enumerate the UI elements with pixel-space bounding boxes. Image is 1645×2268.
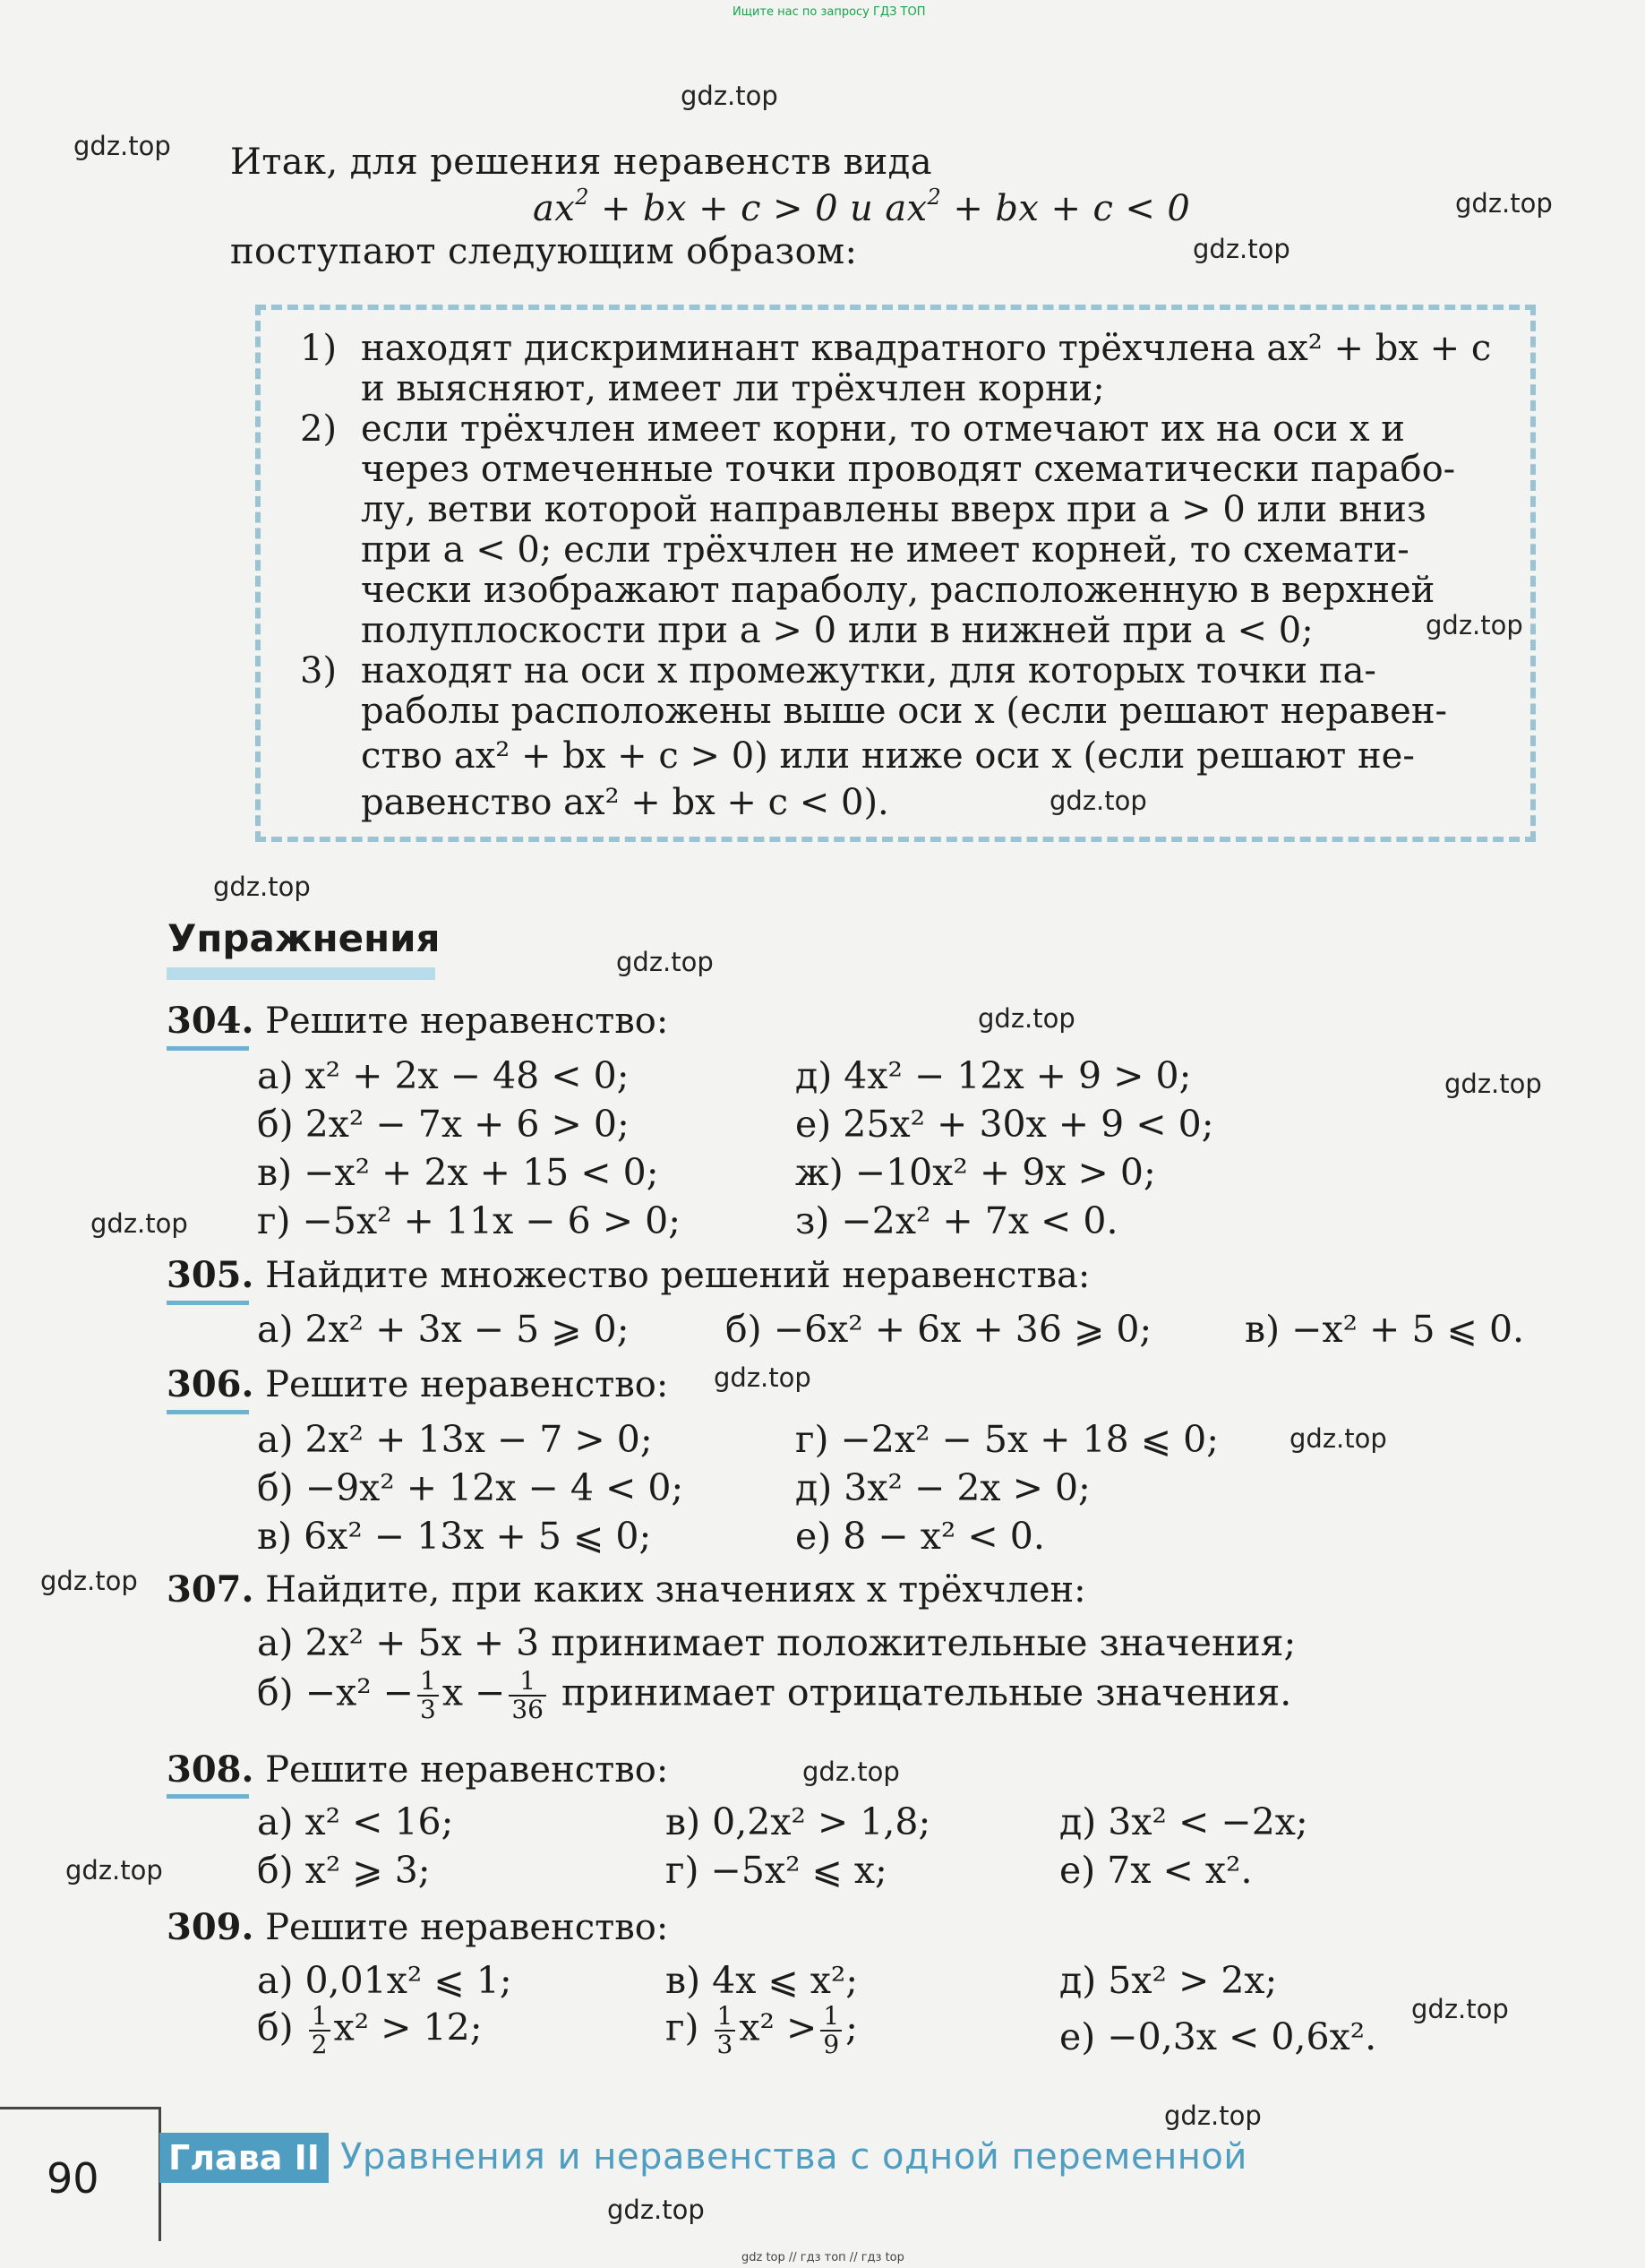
watermark: gdz.top	[213, 872, 311, 902]
exercise-item: в) 6x² − 13x + 5 ⩽ 0;	[257, 1515, 652, 1558]
rule-text: и выясняют, имеет ли трёхчлен корни;	[361, 368, 1105, 409]
rule-number: 3)	[300, 650, 338, 692]
exercise-item: е) 25x² + 30x + 9 < 0;	[795, 1103, 1214, 1146]
exercise-item: е) −0,3x < 0,6x².	[1059, 2015, 1377, 2058]
rule-text: равенство ax² + bx + c < 0).	[361, 782, 889, 823]
exercise-item: е) 7x < x².	[1059, 1849, 1253, 1892]
exercise-item: в) −x² + 2x + 15 < 0;	[257, 1151, 659, 1194]
exercise-item: д) 4x² − 12x + 9 > 0;	[795, 1054, 1192, 1097]
corner-rule	[0, 2107, 161, 2109]
rule-text: лу, ветви которой направлены вверх при a > 0 или вниз	[361, 489, 1427, 530]
watermark: gdz.top	[73, 131, 171, 161]
rule-text: ство ax² + bx + c > 0) или ниже оси x (если решают не-	[361, 735, 1415, 777]
watermark: gdz.top	[802, 1757, 900, 1787]
watermark: gdz.top	[1455, 188, 1553, 219]
exercise-item: а) 0,01x² ⩽ 1;	[257, 1959, 512, 2002]
exercise-307-title: 307. Найдите, при каких значениях x трёхчлен:	[167, 1568, 1086, 1611]
rule-text: при a < 0; если трёхчлен не имеет корней, то схемати-	[361, 529, 1409, 571]
rule-text: через отмеченные точки проводят схематически парабо-	[361, 449, 1456, 490]
rule-text: чески изображают параболу, расположенную в верхней	[361, 570, 1435, 611]
exercise-item: а) x² + 2x − 48 < 0;	[257, 1054, 630, 1097]
watermark: gdz.top	[978, 1003, 1075, 1034]
rule-text: находят на оси x промежутки, для которых точки па-	[361, 650, 1376, 692]
page-number: 90	[47, 2154, 99, 2203]
watermark: gdz.top	[681, 81, 778, 111]
watermark: gdz.top	[616, 947, 714, 977]
exercise-308-title: 308. Решите неравенство:	[167, 1748, 669, 1791]
exercise-item: б) −9x² + 12x − 4 < 0;	[257, 1466, 684, 1509]
exercise-306-title: 306. Решите неравенство:	[167, 1363, 669, 1405]
exercise-item: б) 2x² − 7x + 6 > 0;	[257, 1103, 630, 1146]
rule-text: полуплоскости при a > 0 или в нижней при a < 0;	[361, 610, 1314, 651]
intro-line: Итак, для решения неравенств вида	[230, 142, 932, 183]
rule-text: находят дискриминант квадратного трёхчлена ax² + bx + c	[361, 328, 1492, 369]
exercise-item: а) 2x² + 13x − 7 > 0;	[257, 1418, 653, 1461]
exercise-item: в) −x² + 5 ⩽ 0.	[1245, 1308, 1525, 1351]
watermark: gdz.top	[1426, 610, 1523, 640]
watermark: gdz.top	[1411, 1994, 1509, 2024]
watermark: gdz.top	[65, 1855, 163, 1886]
watermark: gdz.top	[1050, 786, 1147, 816]
intro-line: поступают следующим образом:	[230, 231, 858, 272]
watermark: gdz.top	[1164, 2100, 1262, 2131]
exercise-item: ж) −10x² + 9x > 0;	[795, 1151, 1156, 1194]
rule-number: 2)	[300, 408, 338, 450]
rule-text: если трёхчлен имеет корни, то отмечают их на оси x и	[361, 408, 1405, 450]
chapter-title: Уравнения и неравенства с одной переменной	[340, 2136, 1247, 2178]
watermark: gdz.top	[714, 1362, 811, 1393]
exercise-item: в) 4x ⩽ x²;	[665, 1959, 859, 2002]
exercise-item: з) −2x² + 7x < 0.	[795, 1199, 1118, 1242]
exercise-item: в) 0,2x² > 1,8;	[665, 1800, 931, 1843]
heading-stripe	[167, 967, 435, 980]
exercise-item: б) x² ⩾ 3;	[257, 1849, 431, 1892]
watermark: gdz.top	[40, 1566, 138, 1596]
exercise-item: а) x² < 16;	[257, 1800, 454, 1843]
chapter-tag: Глава II	[159, 2133, 329, 2183]
bottom-banner: gdz top // гдз топ // гдз top	[741, 2251, 904, 2264]
exercise-item: г) −5x² ⩽ x;	[665, 1849, 887, 1892]
rule-text: раболы расположены выше оси x (если решают неравен-	[361, 691, 1448, 732]
exercise-305-title: 305. Найдите множество решений неравенства:	[167, 1254, 1091, 1296]
watermark: gdz.top	[607, 2195, 705, 2225]
exercise-item: а) 2x² + 5x + 3 принимает положительные значения;	[257, 1621, 1297, 1664]
watermark: gdz.top	[1289, 1423, 1387, 1454]
exercise-304-title: 304. Решите неравенство:	[167, 1000, 669, 1042]
exercise-underline	[167, 1046, 249, 1051]
watermark: gdz.top	[1444, 1069, 1542, 1099]
exercise-item: б) −x² − $\frac{1}{3}$ x − $\frac{1}{36}$ принимает отрицательные значения.	[257, 1666, 1292, 1724]
exercise-item: д) 5x² > 2x;	[1059, 1959, 1278, 2002]
exercise-item: г) −5x² + 11x − 6 > 0;	[257, 1199, 681, 1242]
exercise-item: д) 3x² < −2x;	[1059, 1800, 1308, 1843]
exercise-item: е) 8 − x² < 0.	[795, 1515, 1045, 1558]
exercise-item: г) −2x² − 5x + 18 ⩽ 0;	[795, 1418, 1220, 1461]
rule-number: 1)	[300, 328, 338, 369]
top-banner[interactable]: Ищите нас по запросу ГДЗ ТОП	[733, 5, 926, 19]
watermark: gdz.top	[90, 1208, 188, 1239]
exercise-item: д) 3x² − 2x > 0;	[795, 1466, 1091, 1509]
section-heading: Упражнения	[167, 916, 441, 960]
watermark: gdz.top	[1193, 234, 1290, 264]
exercise-underline	[167, 1410, 249, 1414]
intro-formula: $ax^2$ + bx + c > 0 и $ax^2$ + bx + c < 0	[533, 185, 1191, 229]
exercise-item: б) $\frac{1}{2}$ x² > 12;	[257, 2001, 483, 2059]
exercise-underline	[167, 1301, 249, 1305]
exercise-309-title: 309. Решите неравенство:	[167, 1906, 669, 1948]
exercise-item: а) 2x² + 3x − 5 ⩾ 0;	[257, 1308, 630, 1351]
exercise-item: г) $\frac{1}{3}$ x² > $\frac{1}{9}$ ;	[665, 2001, 858, 2059]
exercise-item: б) −6x² + 6x + 36 ⩾ 0;	[725, 1308, 1152, 1351]
exercise-underline	[167, 1794, 249, 1799]
